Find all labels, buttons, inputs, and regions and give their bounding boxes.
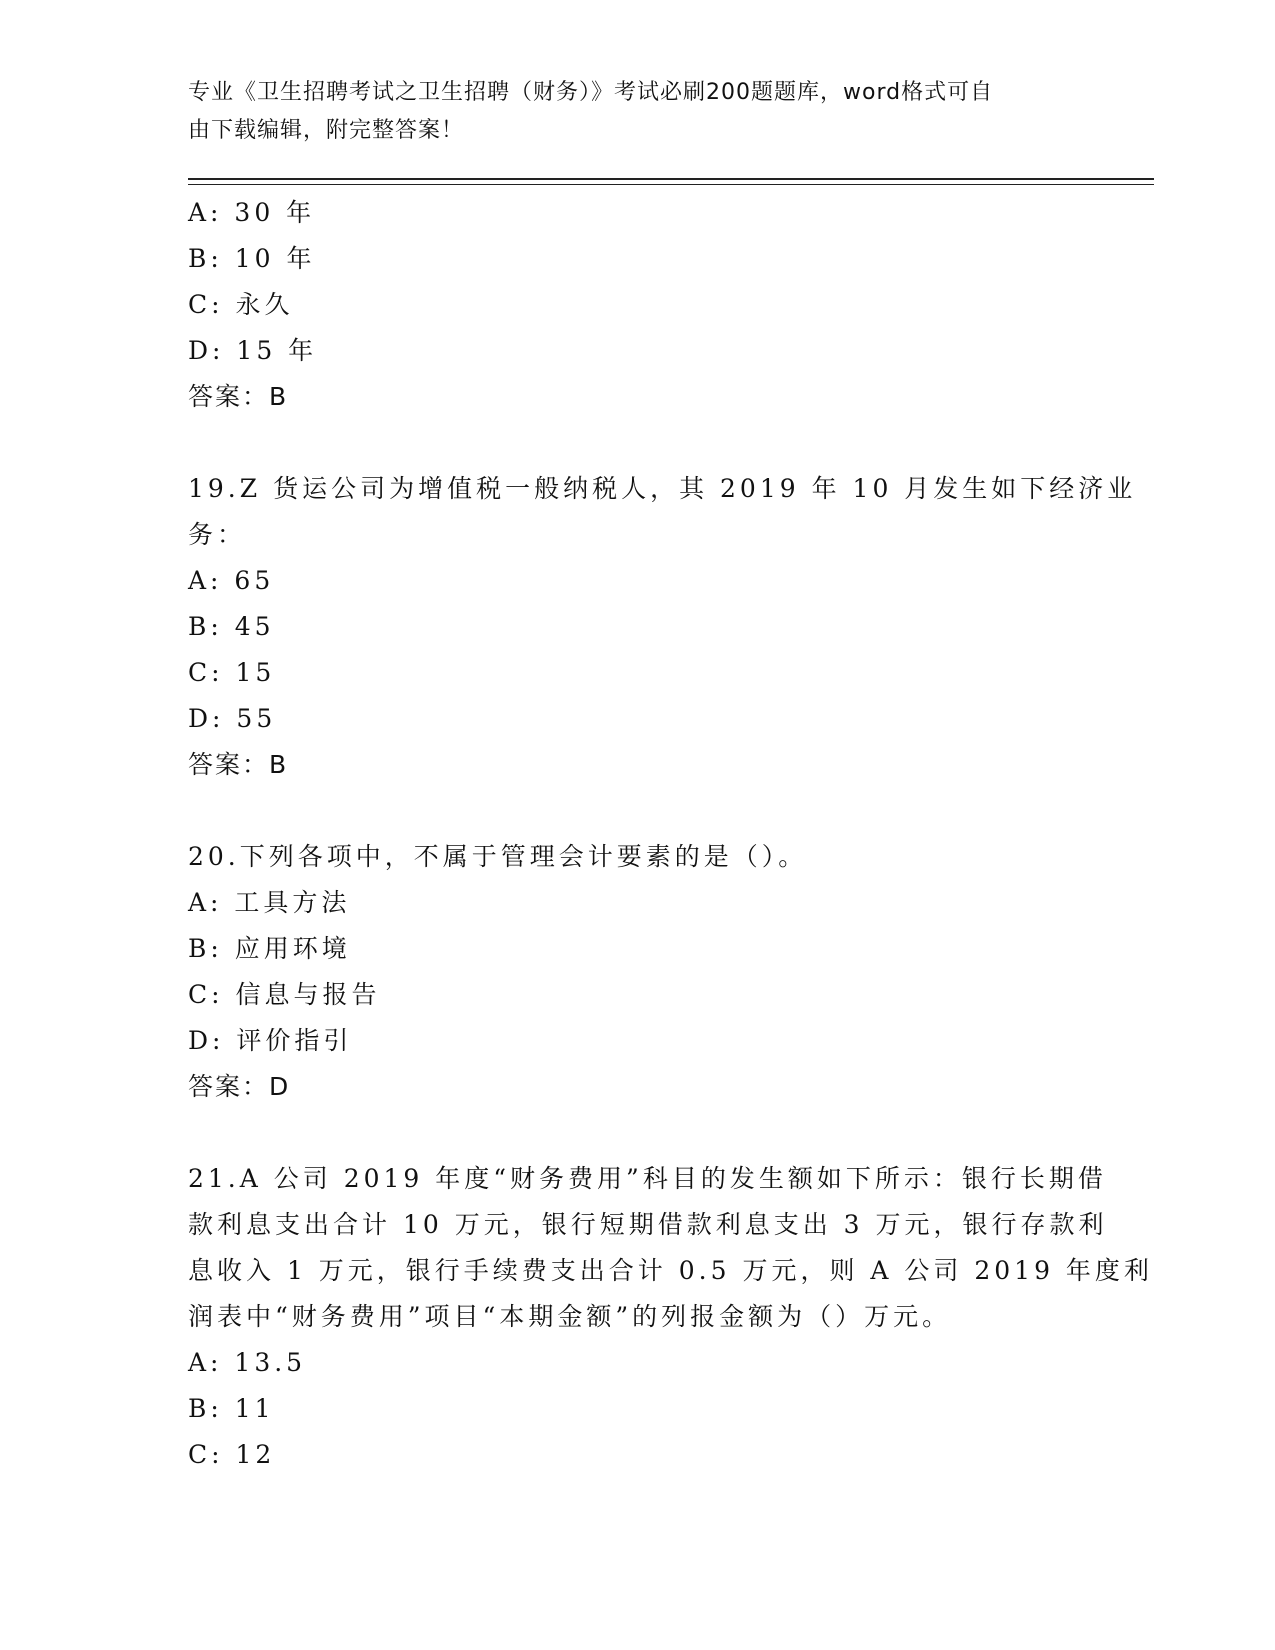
question-20 bbox=[188, 834, 1088, 1110]
question-text-line-1: 20.下列各项中，不属于管理会计要素的是（）。 bbox=[188, 842, 808, 871]
spacer bbox=[188, 1110, 1088, 1156]
question-text-line-2: 款利息支出合计 10 万元，银行短期借款利息支出 3 万元，银行存款利 bbox=[188, 1210, 1108, 1239]
question-text-line-1: 21.A 公司 2019 年度“财务费用”科目的发生额如下所示：银行长期借 bbox=[188, 1164, 1107, 1193]
question-text-line-1: 19.Z 货运公司为增值税一般纳税人，其 2019 年 10 月发生如下经济业 bbox=[188, 474, 1137, 503]
option-c: C: 永久 bbox=[188, 290, 294, 319]
option-b: B: 应用环境 bbox=[188, 934, 351, 963]
spacer bbox=[188, 420, 1088, 466]
document-header bbox=[188, 74, 1088, 150]
option-d: D: 评价指引 bbox=[188, 1026, 353, 1055]
answer-line: 答案：B bbox=[188, 750, 289, 779]
question-19 bbox=[188, 466, 1137, 788]
option-c: C: 15 bbox=[188, 658, 276, 687]
question-21 bbox=[188, 1156, 1153, 1478]
header-divider-thin bbox=[188, 184, 1154, 185]
option-d: D: 55 bbox=[188, 704, 277, 733]
answer-line: 答案：B bbox=[188, 382, 289, 411]
answer-line: 答案：D bbox=[188, 1072, 291, 1101]
option-a: A: 30 年 bbox=[188, 198, 316, 227]
option-c: C: 12 bbox=[188, 1440, 276, 1469]
option-b: B: 11 bbox=[188, 1394, 275, 1423]
option-b: B: 45 bbox=[188, 612, 275, 641]
question-text-line-2: 务： bbox=[188, 520, 247, 549]
option-b: B: 10 年 bbox=[188, 244, 316, 273]
option-a: A: 工具方法 bbox=[188, 888, 351, 917]
question-text-line-3: 息收入 1 万元，银行手续费支出合计 0.5 万元，则 A 公司 2019 年度利 bbox=[188, 1256, 1153, 1285]
header-title-line-2: 由下载编辑，附完整答案！ bbox=[188, 118, 465, 143]
question-text-line-4: 润表中“财务费用”项目“本期金额”的列报金额为（）万元。 bbox=[188, 1302, 952, 1331]
header-title-line-1: 专业《卫生招聘考试之卫生招聘（财务）》考试必刷200题题库，word格式可自 bbox=[188, 80, 994, 105]
header-divider-thick bbox=[188, 178, 1154, 180]
question-18 bbox=[188, 190, 1088, 420]
spacer bbox=[188, 788, 1088, 834]
option-c: C: 信息与报告 bbox=[188, 980, 381, 1009]
option-a: A: 65 bbox=[188, 566, 275, 595]
option-a: A: 13.5 bbox=[188, 1348, 307, 1377]
question-list bbox=[188, 190, 1153, 1478]
option-d: D: 15 年 bbox=[188, 336, 318, 365]
